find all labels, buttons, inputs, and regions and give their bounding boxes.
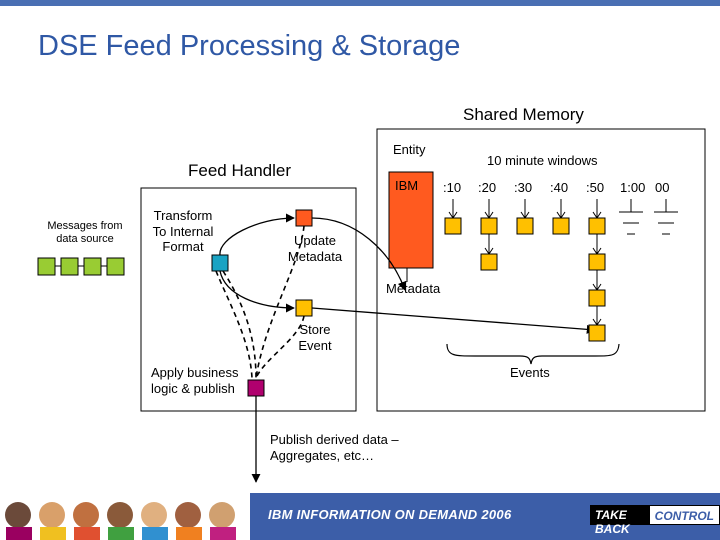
- faces-strip-image: [0, 493, 250, 540]
- shared-memory-label: Shared Memory: [463, 105, 584, 124]
- update-metadata-label: Update Metadata: [287, 233, 343, 264]
- entity-label: Entity: [393, 142, 426, 157]
- time-window-grid: [445, 199, 678, 341]
- footer-banner: [0, 493, 720, 540]
- event-box: [589, 290, 605, 306]
- event-box: [445, 218, 461, 234]
- time-slot-label: :10: [443, 180, 462, 195]
- logo-part-b: CONTROL: [649, 505, 720, 525]
- event-box: [481, 218, 497, 234]
- event-box: [481, 254, 497, 270]
- flow-store-to-event: [312, 308, 595, 330]
- time-slot-label: :20: [478, 180, 497, 195]
- message-box: [107, 258, 124, 275]
- flow-transform-to-update: [220, 218, 294, 255]
- feed-handler-label: Feed Handler: [188, 161, 292, 180]
- event-box: [517, 218, 533, 234]
- logo-part-a: TAKE BACK: [590, 505, 649, 525]
- apply-logic-label: Apply business logic & publish: [151, 365, 239, 396]
- take-back-control-logo: [590, 505, 720, 536]
- event-box: [553, 218, 569, 234]
- message-box: [84, 258, 101, 275]
- transform-label: Transform To Internal Format: [152, 208, 214, 255]
- transform-box: [212, 255, 228, 271]
- time-slot-label: :30: [514, 180, 533, 195]
- message-box: [38, 258, 55, 275]
- time-slot-label: :50: [586, 180, 605, 195]
- event-box: [589, 254, 605, 270]
- dashed-flow: [216, 271, 252, 378]
- events-brace: [447, 344, 619, 364]
- publish-label: Publish derived data – Aggregates, etc…: [270, 432, 399, 463]
- message-box: [61, 258, 78, 275]
- ibm-label: IBM: [395, 178, 419, 193]
- windows-label: 10 minute windows: [487, 153, 598, 168]
- apply-logic-box: [248, 380, 264, 396]
- event-box: [589, 325, 605, 341]
- metadata-label: Metadata: [386, 281, 441, 296]
- footer-banner-text: IBM INFORMATION ON DEMAND 2006: [268, 507, 512, 522]
- update-metadata-box: [296, 210, 312, 226]
- page-title: DSE Feed Processing & Storage: [38, 30, 461, 62]
- flow-transform-to-store: [220, 271, 294, 308]
- time-slot-label: 1:00: [620, 180, 646, 195]
- store-event-label: Store Event: [298, 322, 332, 353]
- time-slot-label: :40: [550, 180, 569, 195]
- messages-label: Messages from data source: [47, 220, 123, 246]
- events-label: Events: [510, 365, 550, 380]
- time-slot-label: 00: [655, 180, 670, 195]
- store-event-box: [296, 300, 312, 316]
- message-stream: [38, 258, 124, 275]
- event-box: [589, 218, 605, 234]
